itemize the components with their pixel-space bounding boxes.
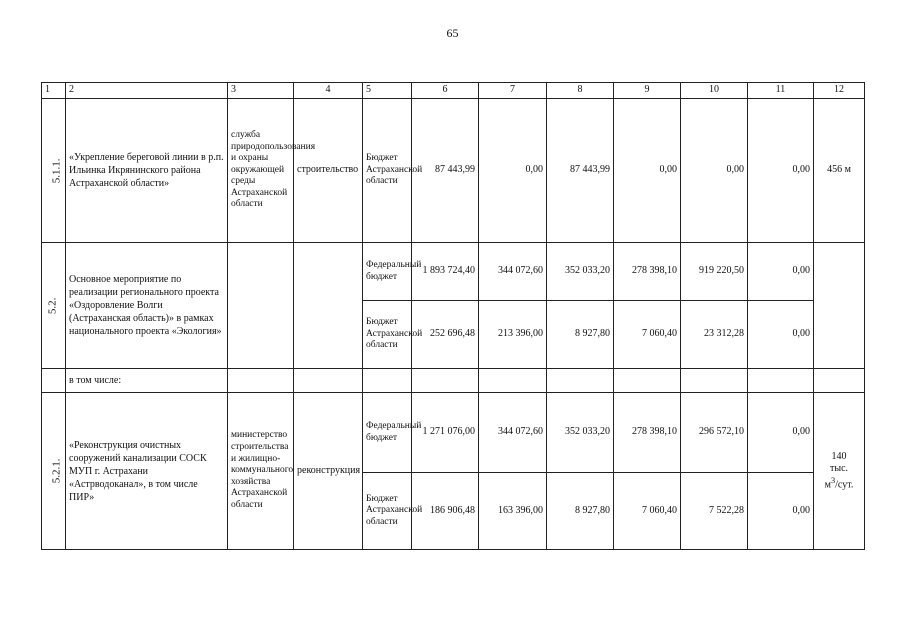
amount-cell: 352 033,20 (547, 393, 614, 473)
funding-source-cell: Федеральный бюджет (363, 243, 412, 301)
empty-cell (363, 369, 412, 393)
amount-cell: 0,00 (748, 473, 814, 550)
executor-cell: служба природопользования и охраны окружающей среды Астраханской области (228, 99, 294, 243)
header-cell: 1 (42, 83, 66, 99)
amount-cell: 278 398,10 (614, 393, 681, 473)
amount-cell: 252 696,48 (412, 301, 479, 369)
header-cell: 4 (294, 83, 363, 99)
amount-cell: 7 060,40 (614, 301, 681, 369)
row-code: 5.1.1. (42, 99, 66, 243)
measure-name: «Укрепление береговой линии в р.п. Ильинка Икрянинского района Астраханской области» (66, 99, 228, 243)
amount-cell: 8 927,80 (547, 301, 614, 369)
capacity-unit: 3 (830, 475, 836, 485)
funding-source-cell: Бюджет Астраханской области (363, 99, 412, 243)
header-cell: 11 (748, 83, 814, 99)
empty-cell (748, 369, 814, 393)
amount-cell: 7 522,28 (681, 473, 748, 550)
capacity-unit: тыс. (829, 463, 849, 475)
header-cell: 2 (66, 83, 228, 99)
amount-cell: 0,00 (748, 393, 814, 473)
amount-cell: 296 572,10 (681, 393, 748, 473)
amount-cell: 0,00 (614, 99, 681, 243)
amount-cell: 344 072,60 (479, 243, 547, 301)
table-row (42, 393, 865, 473)
empty-cell (294, 369, 363, 393)
funding-source-cell: Бюджет Астраханской области (363, 473, 412, 550)
amount-cell: 186 906,48 (412, 473, 479, 550)
amount-cell: 1 893 724,40 (412, 243, 479, 301)
work-type-cell: реконструкция (294, 393, 363, 550)
header-cell: 9 (614, 83, 681, 99)
capacity-unit: м (824, 478, 831, 490)
amount-cell: 87 443,99 (412, 99, 479, 243)
header-cell: 5 (363, 83, 412, 99)
amount-cell: 1 271 076,00 (412, 393, 479, 473)
result-cell (814, 393, 865, 550)
amount-cell: 0,00 (748, 301, 814, 369)
page-number: 65 (446, 26, 459, 40)
result-cell: 456 м (814, 99, 865, 243)
capacity-value: 140 (831, 450, 847, 462)
measure-name: Основное мероприятие по реализации регионального проекта «Оздоровление Волги (Астраханская область)» в рамках национального проекта «Экология» (66, 243, 228, 369)
amount-cell: 278 398,10 (614, 243, 681, 301)
empty-cell (42, 369, 66, 393)
amount-cell: 0,00 (748, 243, 814, 301)
amount-cell: 8 927,80 (547, 473, 614, 550)
including-label: в том числе: (66, 369, 228, 393)
row-code: 5.2.1. (42, 393, 66, 550)
amount-cell: 0,00 (748, 99, 814, 243)
header-cell: 12 (814, 83, 865, 99)
header-cell: 3 (228, 83, 294, 99)
header-cell: 10 (681, 83, 748, 99)
work-type-cell (294, 243, 363, 369)
amount-cell: 23 312,28 (681, 301, 748, 369)
work-type-cell: строительство (294, 99, 363, 243)
executor-cell (228, 243, 294, 369)
amount-cell: 919 220,50 (681, 243, 748, 301)
table-row (42, 243, 865, 301)
budget-table (41, 82, 865, 550)
header-cell: 7 (479, 83, 547, 99)
empty-cell (681, 369, 748, 393)
row-code: 5.2. (42, 243, 66, 369)
amount-cell: 352 033,20 (547, 243, 614, 301)
header-cell: 8 (547, 83, 614, 99)
funding-source-cell: Федеральный бюджет (363, 393, 412, 473)
table-row (42, 99, 865, 243)
amount-cell: 0,00 (681, 99, 748, 243)
empty-cell (412, 369, 479, 393)
empty-cell (228, 369, 294, 393)
empty-cell (479, 369, 547, 393)
amount-cell: 87 443,99 (547, 99, 614, 243)
amount-cell: 213 396,00 (479, 301, 547, 369)
executor-cell: министерство строительства и жилищно-коммунального хозяйства Астраханской области (228, 393, 294, 550)
measure-name: «Реконструкция очистных сооружений канализации СОСК МУП г. Астрахани «Астрводоканал», в том числе ПИР» (66, 393, 228, 550)
header-cell: 6 (412, 83, 479, 99)
empty-cell (614, 369, 681, 393)
amount-cell: 163 396,00 (479, 473, 547, 550)
empty-cell (547, 369, 614, 393)
empty-cell (814, 369, 865, 393)
amount-cell: 344 072,60 (479, 393, 547, 473)
funding-source-cell: Бюджет Астраханской области (363, 301, 412, 369)
header-row (42, 83, 865, 99)
amount-cell: 7 060,40 (614, 473, 681, 550)
result-cell (814, 243, 865, 369)
table-row (42, 369, 865, 393)
capacity-unit: /сут. (835, 478, 854, 490)
amount-cell: 0,00 (479, 99, 547, 243)
